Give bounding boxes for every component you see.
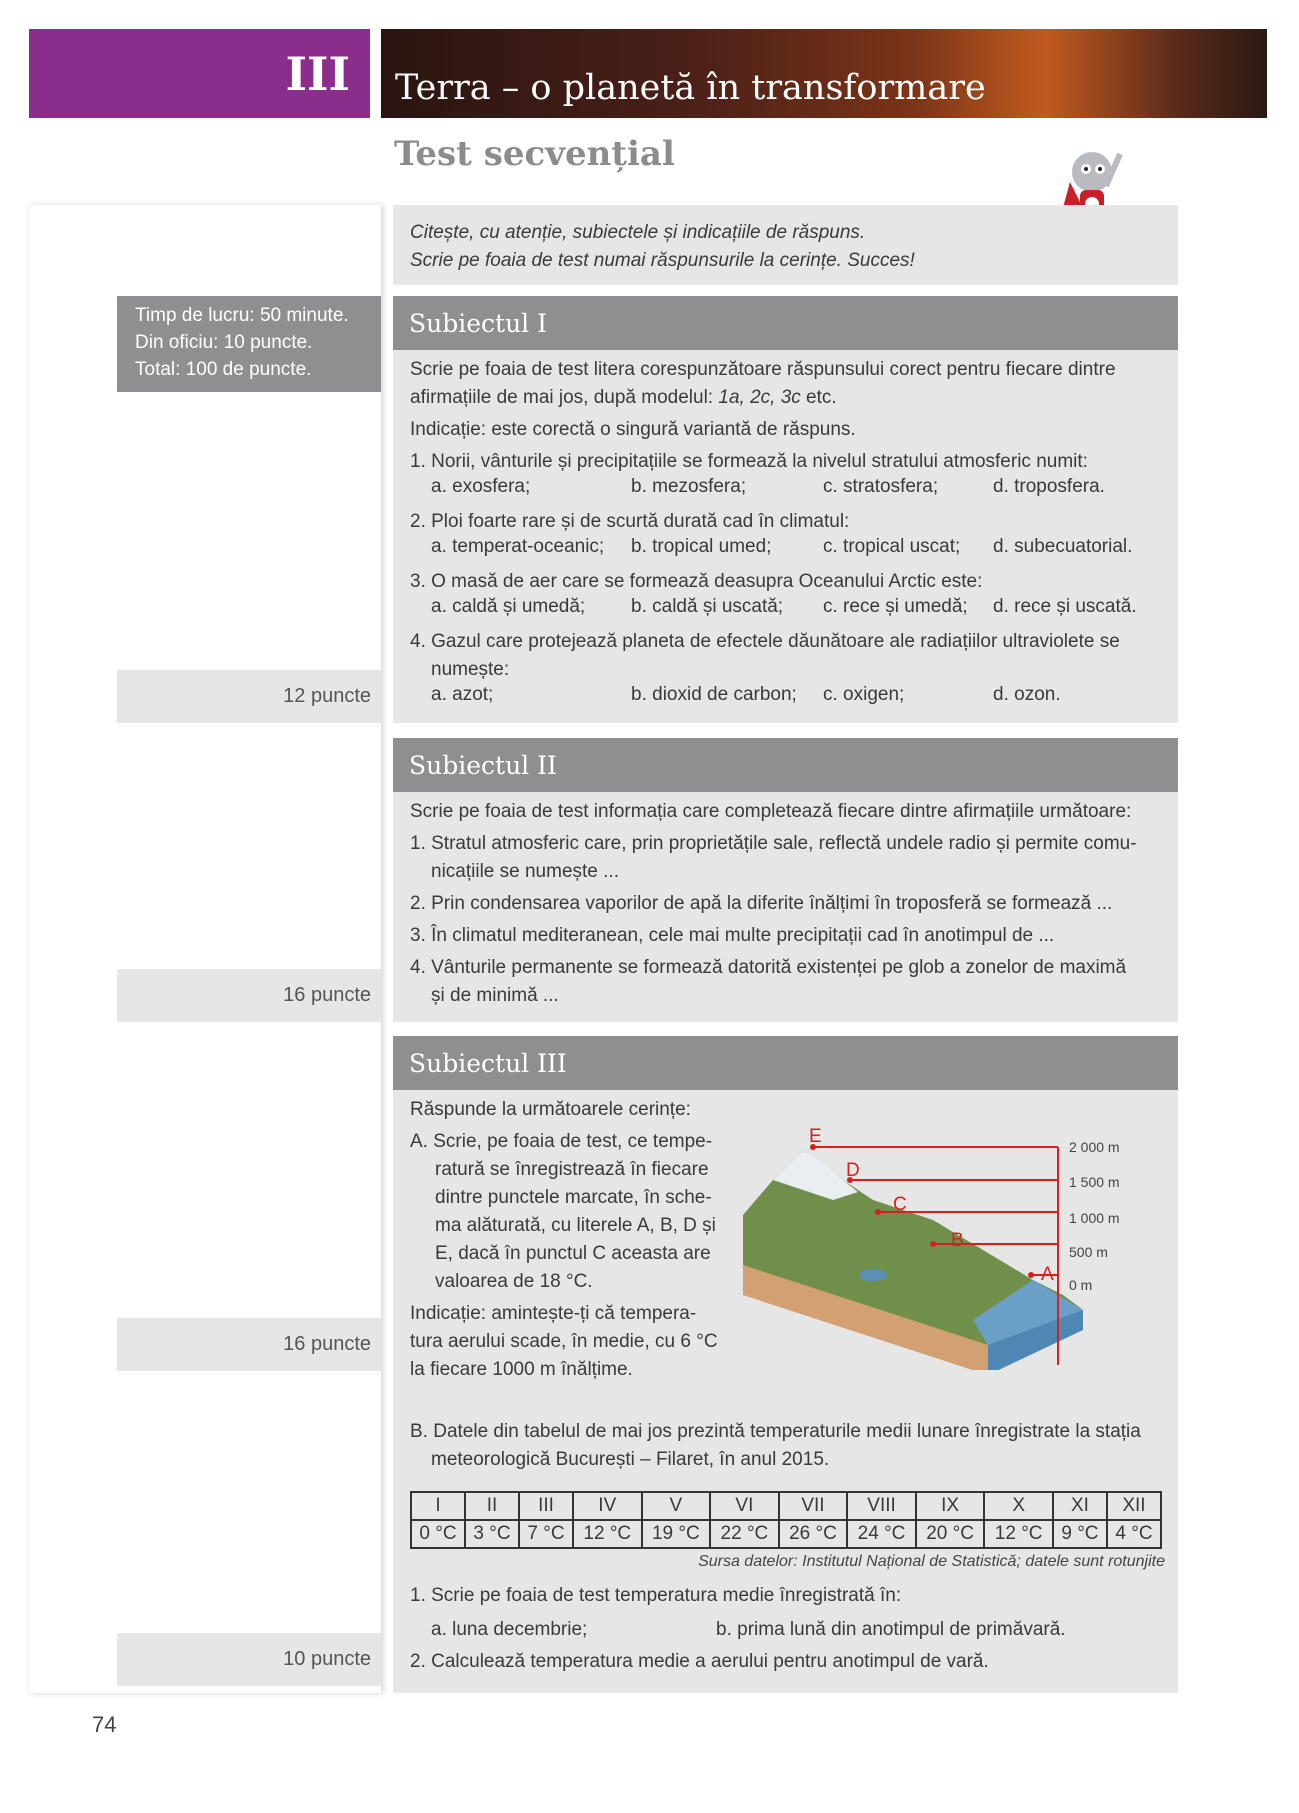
subject-2-intro: Scrie pe foaia de test informația care completează fiecare dintre afirmațiile următoare: (410, 801, 1132, 822)
s1-q3-option-a: a. caldă și umedă; (431, 596, 586, 617)
s2-question-4-line1: 4. Vânturile permanente se formează datorită existenței pe glob a zonelor de maximă (410, 957, 1127, 978)
s3-hint-line-3: la fiecare 1000 m înălțime. (410, 1359, 633, 1380)
point-label-e: E (809, 1126, 822, 1147)
temp-cell: 3 °C (465, 1520, 519, 1548)
temp-cell: 12 °C (984, 1520, 1053, 1548)
s1-question-2: 2. Ploi foarte rare și de scurtă durată cad în climatul: (410, 511, 850, 532)
s1-q3-option-c: c. rece și umedă; (823, 596, 968, 617)
subject-1-hint: Indicație: este corectă o singură variantă de răspuns. (410, 419, 856, 440)
chapter-number: III (29, 29, 370, 118)
altitude-2000: 2 000 m (1069, 1139, 1120, 1155)
subject-3-intro: Răspunde la următoarele cerințe: (410, 1099, 691, 1120)
temp-cell: 19 °C (642, 1520, 711, 1548)
s1-question-1: 1. Norii, vânturile și precipitațiile se formează la nivelul stratului atmosferic numit: (410, 451, 1088, 472)
s3a-line-1: A. Scrie, pe foaia de test, ce tempe- (410, 1131, 713, 1152)
s1-q1-option-c: c. stratosfera; (823, 476, 939, 497)
data-source: Sursa datelor: Institutul Național de Statistică; datele sunt rotunjite (698, 1553, 1165, 1570)
points-subject-2: 16 puncte (117, 969, 381, 1022)
temperature-table (410, 1491, 1162, 1549)
s1-q2-option-d: d. subecuatorial. (993, 536, 1133, 557)
s3-hint-line-2: tura aerului scade, în medie, cu 6 °C (410, 1331, 718, 1352)
s3b-question-1: 1. Scrie pe foaia de test temperatura medie înregistrată în: (410, 1585, 902, 1606)
temp-cell: 20 °C (916, 1520, 985, 1548)
points-subject-3a: 16 puncte (117, 1318, 381, 1371)
altitude-1500: 1 500 m (1069, 1174, 1120, 1190)
s1-q1-option-a: a. exosfera; (431, 476, 531, 497)
month-cell: I (411, 1492, 465, 1520)
temp-cell: 26 °C (779, 1520, 848, 1548)
intro-model: 1a, 2c, 3c (718, 387, 801, 408)
s3a-line-3: dintre punctele marcate, în sche- (435, 1187, 712, 1208)
months-row (411, 1492, 1161, 1520)
instructions-line-2: Scrie pe foaia de test numai răspunsurile la cerințe. Succes! (410, 250, 915, 271)
subject-1-intro-line2 (410, 384, 837, 412)
month-cell: III (519, 1492, 573, 1520)
point-label-b: B (951, 1230, 964, 1251)
temperatures-row (411, 1520, 1161, 1548)
point-label-d: D (846, 1160, 860, 1181)
subject-3-heading: Subiectul III (393, 1036, 1178, 1090)
s2-question-1-line1: 1. Stratul atmosferic care, prin proprietățile sale, reflectă undele radio și permite comu- (410, 833, 1137, 854)
office-points-info: Din oficiu: 10 puncte. (135, 332, 313, 353)
s1-q3-option-d: d. rece și uscată. (993, 596, 1137, 617)
s1-q4-option-d: d. ozon. (993, 684, 1061, 705)
left-margin-strip (29, 205, 381, 1693)
s3b-line-1: B. Datele din tabelul de mai jos prezintă temperaturile medii lunare înregistrate la stația (410, 1421, 1141, 1442)
test-info-box (117, 296, 381, 392)
s1-q2-option-c: c. tropical uscat; (823, 536, 961, 557)
s3a-line-6: valoarea de 18 °C. (435, 1271, 593, 1292)
s3a-line-5: E, dacă în punctul C aceasta are (435, 1243, 711, 1264)
s1-q1-option-b: b. mezosfera; (631, 476, 747, 497)
time-info: Timp de lucru: 50 minute. (135, 305, 349, 326)
s3b-q1-part-b: b. prima lună din anotimpul de primăvară. (716, 1619, 1066, 1640)
points-subject-3b: 10 puncte (117, 1633, 381, 1686)
point-label-a: A (1041, 1264, 1054, 1285)
s1-q4-option-b: b. dioxid de carbon; (631, 684, 797, 705)
s3b-question-2: 2. Calculează temperatura medie a aerului pentru anotimpul de vară. (410, 1651, 989, 1672)
month-cell: VIII (847, 1492, 916, 1520)
s3a-line-4: ma alăturată, cu literele A, B, D și (435, 1215, 716, 1236)
chapter-title: Terra – o planetă în transformare (381, 29, 1267, 118)
s1-question-3: 3. O masă de aer care se formează deasupra Oceanului Arctic este: (410, 571, 983, 592)
s1-question-4-line1: 4. Gazul care protejează planeta de efectele dăunătoare ale radiațiilor ultraviolete se (410, 631, 1120, 652)
s3b-line-2: meteorologică București – Filaret, în anul 2015. (431, 1449, 830, 1470)
temp-cell: 12 °C (573, 1520, 642, 1548)
month-cell: IV (573, 1492, 642, 1520)
s3a-line-2: ratură se înregistrează în fiecare (435, 1159, 709, 1180)
page-number: 74 (92, 1712, 117, 1737)
s1-q2-option-b: b. tropical umed; (631, 536, 772, 557)
s2-question-3: 3. În climatul mediteranean, cele mai multe precipitații cad în anotimpul de ... (410, 925, 1055, 946)
s1-q4-option-c: c. oxigen; (823, 684, 905, 705)
s3-hint-line-1: Indicație: amintește-ți că tempera- (410, 1303, 697, 1324)
s1-q3-option-b: b. caldă și uscată; (631, 596, 784, 617)
temp-cell: 7 °C (519, 1520, 573, 1548)
temp-cell: 4 °C (1107, 1520, 1161, 1548)
subject-1-panel (393, 350, 1178, 723)
month-cell: XI (1053, 1492, 1107, 1520)
subject-1-intro-line1: Scrie pe foaia de test litera corespunzătoare răspunsului corect pentru fiecare dintre (410, 359, 1116, 380)
s2-question-2: 2. Prin condensarea vaporilor de apă la diferite înălțimi în troposferă se formează ... (410, 893, 1113, 914)
month-cell: XII (1107, 1492, 1161, 1520)
temp-cell: 22 °C (710, 1520, 779, 1548)
temp-cell: 24 °C (847, 1520, 916, 1548)
s1-question-4-line2: numește: (431, 659, 510, 680)
s2-question-4-line2: și de minimă ... (431, 985, 559, 1006)
subject-1-heading: Subiectul I (393, 296, 1178, 350)
temp-cell: 0 °C (411, 1520, 465, 1548)
s1-q2-option-a: a. temperat-oceanic; (431, 536, 605, 557)
month-cell: VII (779, 1492, 848, 1520)
point-label-c: C (893, 1194, 907, 1215)
month-cell: II (465, 1492, 519, 1520)
intro-end: etc. (800, 387, 837, 408)
subject-2-panel (393, 792, 1178, 1022)
altitude-500: 500 m (1069, 1244, 1108, 1260)
s2-question-1-line2: nicațiile se numește ... (431, 861, 619, 882)
temp-cell: 9 °C (1053, 1520, 1107, 1548)
month-cell: IX (916, 1492, 985, 1520)
instructions-line-1: Citește, cu atenție, subiectele și indicațiile de răspuns. (410, 222, 866, 243)
test-title: Test secvențial (394, 134, 675, 174)
altitude-1000: 1 000 m (1069, 1210, 1120, 1226)
subject-2-heading: Subiectul II (393, 738, 1178, 792)
month-cell: VI (710, 1492, 779, 1520)
s1-q4-option-a: a. azot; (431, 684, 494, 705)
s1-q1-option-d: d. troposfera. (993, 476, 1105, 497)
instructions-box (393, 205, 1178, 285)
month-cell: V (642, 1492, 711, 1520)
intro-plain: afirmațiile de mai jos, după modelul: (410, 387, 719, 408)
points-subject-1: 12 puncte (117, 670, 381, 723)
total-points-info: Total: 100 de puncte. (135, 359, 312, 380)
s3b-q1-part-a: a. luna decembrie; (431, 1619, 588, 1640)
altitude-0: 0 m (1069, 1277, 1093, 1293)
month-cell: X (984, 1492, 1053, 1520)
